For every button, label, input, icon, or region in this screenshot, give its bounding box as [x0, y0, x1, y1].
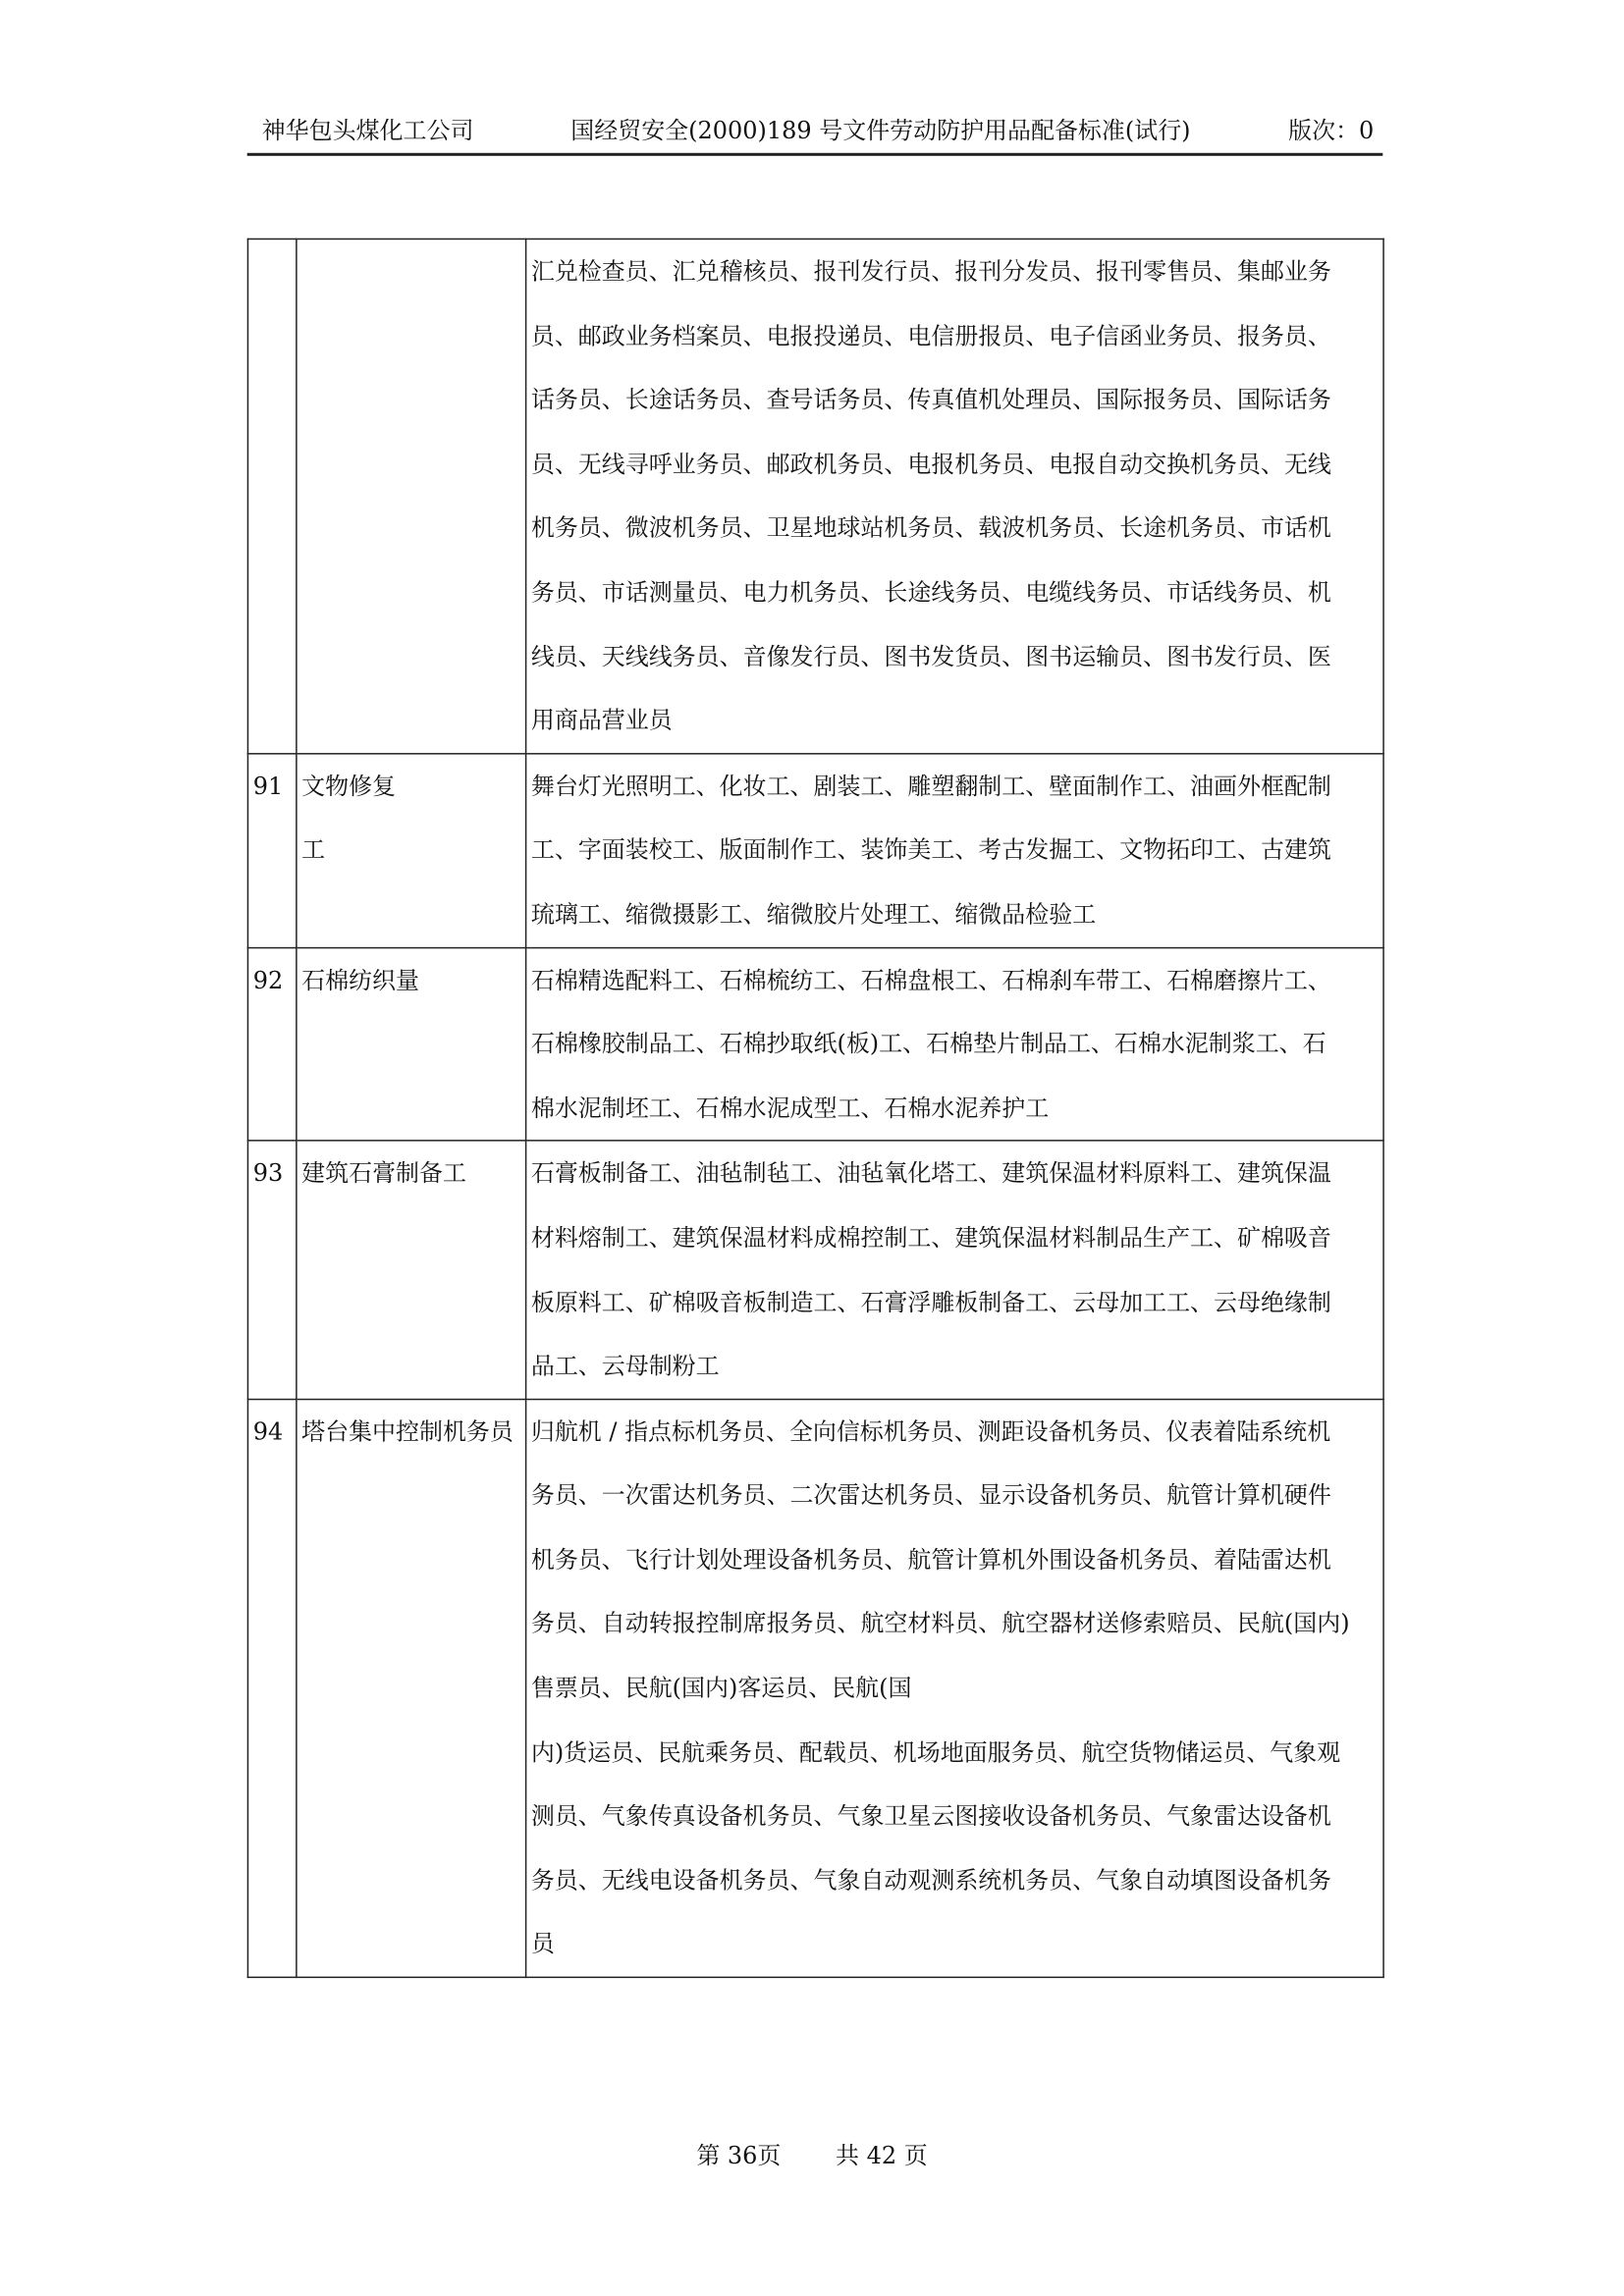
job-titles-line: 员: [530, 1930, 555, 1958]
job-titles: [526, 753, 1383, 946]
job-category-line: 文物修复: [301, 772, 397, 800]
header-title: 国经贸安全(2000)189 号文件劳动防护用品配备标准(试行): [570, 116, 1191, 144]
row-number: 93: [247, 1141, 296, 1399]
job-titles: [526, 947, 1383, 1141]
job-titles-line: 石膏板制备工、油毡制毡工、油毡氧化塔工、建筑保温材料原料工、建筑保温: [530, 1159, 1331, 1188]
job-titles-line: 机务员、飞行计划处理设备机务员、航管计算机外围设备机务员、着陆雷达机: [530, 1545, 1331, 1574]
job-category-line: 建筑石膏制备工: [301, 1159, 466, 1188]
job-category: [297, 947, 526, 1141]
job-titles-line: 线员、天线线务员、音像发行员、图书发货员、图书运输员、图书发行员、医: [530, 642, 1331, 670]
job-titles-line: 石棉橡胶制品工、石棉抄取纸(板)工、石棉垫片制品工、石棉水泥制浆工、石: [530, 1029, 1326, 1058]
job-titles-line: 用商品营业员: [530, 706, 673, 734]
protective-equipment-table: [247, 239, 1384, 1978]
job-titles-line: 员、邮政业务档案员、电报投递员、电信册报员、电子信函业务员、报务员、: [530, 321, 1331, 349]
job-titles-line: 工、字面装校工、版面制作工、装饰美工、考古发掘工、文物拓印工、古建筑: [530, 835, 1331, 864]
table-row: [247, 1399, 1383, 1977]
job-titles-line: 测员、气象传真设备机务员、气象卫星云图接收设备机务员、气象雷达设备机: [530, 1801, 1331, 1831]
job-category: [297, 1141, 526, 1399]
job-titles-line: 板原料工、矿棉吸音板制造工、石膏浮雕板制备工、云母加工工、云母绝缘制: [530, 1287, 1331, 1316]
job-titles-line: 归航机 / 指点标机务员、全向信标机务员、测距设备机务员、仪表着陆系统机: [530, 1416, 1331, 1446]
job-titles: [526, 239, 1383, 753]
job-titles-line: 石棉精选配料工、石棉梳纺工、石棉盘根工、石棉刹车带工、石棉磨擦片工、: [530, 965, 1331, 994]
row-number: 94: [247, 1399, 296, 1977]
job-category-line: 塔台集中控制机务员: [301, 1416, 514, 1446]
table-body: [247, 239, 1383, 1977]
job-titles-line: 务员、自动转报控制席报务员、航空材料员、航空器材送修索赔员、民航(国内): [530, 1609, 1350, 1638]
job-titles-line: 琉璃工、缩微摄影工、缩微胶片处理工、缩微品检验工: [530, 899, 1097, 929]
job-titles: [526, 1141, 1383, 1399]
job-titles-line: 话务员、长途话务员、查号话务员、传真值机处理员、国际报务员、国际话务: [530, 385, 1331, 414]
table-row: [247, 1141, 1383, 1399]
header-version: 版次：0: [1288, 116, 1375, 144]
footer-total-pages: 共 42 页: [835, 2141, 928, 2169]
job-titles-line: 务员、无线电设备机务员、气象自动观测系统机务员、气象自动填图设备机务: [530, 1865, 1331, 1895]
job-titles-line: 务员、市话测量员、电力机务员、长途线务员、电缆线务员、市话线务员、机: [530, 577, 1331, 607]
job-category-line: 石棉纺织量: [301, 965, 420, 994]
job-titles-line: 内)货运员、民航乘务员、配载员、机场地面服务员、航空货物储运员、气象观: [530, 1737, 1341, 1766]
header-company: 神华包头煤化工公司: [261, 116, 474, 144]
table-row: [247, 239, 1383, 753]
job-titles-line: 员、无线寻呼业务员、邮政机务员、电报机务员、电报自动交换机务员、无线: [530, 450, 1331, 478]
footer-page-number: 第 36页: [696, 2141, 782, 2169]
job-titles-line: 品工、云母制粉工: [530, 1351, 720, 1380]
job-titles-line: 棉水泥制坯工、石棉水泥成型工、石棉水泥养护工: [530, 1094, 1050, 1122]
page-header: [247, 115, 1383, 156]
row-number: [247, 239, 296, 753]
job-category-line: 工: [301, 835, 326, 864]
job-titles-line: 售票员、民航(国内)客运员、民航(国: [530, 1674, 912, 1702]
job-titles-line: 舞台灯光照明工、化妆工、剧装工、雕塑翻制工、壁面制作工、油画外框配制: [530, 772, 1331, 800]
job-titles-line: 汇兑检查员、汇兑稽核员、报刊发行员、报刊分发员、报刊零售员、集邮业务: [530, 257, 1331, 286]
job-category: [297, 1399, 526, 1977]
job-titles-line: 机务员、微波机务员、卫星地球站机务员、载波机务员、长途机务员、市话机: [530, 513, 1331, 542]
row-number: 91: [247, 753, 296, 946]
job-category: [297, 753, 526, 946]
table-row: [247, 753, 1383, 946]
job-titles-line: 材料熔制工、建筑保温材料成棉控制工、建筑保温材料制品生产工、矿棉吸音: [530, 1223, 1331, 1252]
row-number: 92: [247, 947, 296, 1141]
job-titles: [526, 1399, 1383, 1977]
job-titles-line: 务员、一次雷达机务员、二次雷达机务员、显示设备机务员、航管计算机硬件: [530, 1481, 1331, 1510]
page-footer: [0, 2141, 1624, 2170]
job-category: [297, 239, 526, 753]
table-row: [247, 947, 1383, 1141]
